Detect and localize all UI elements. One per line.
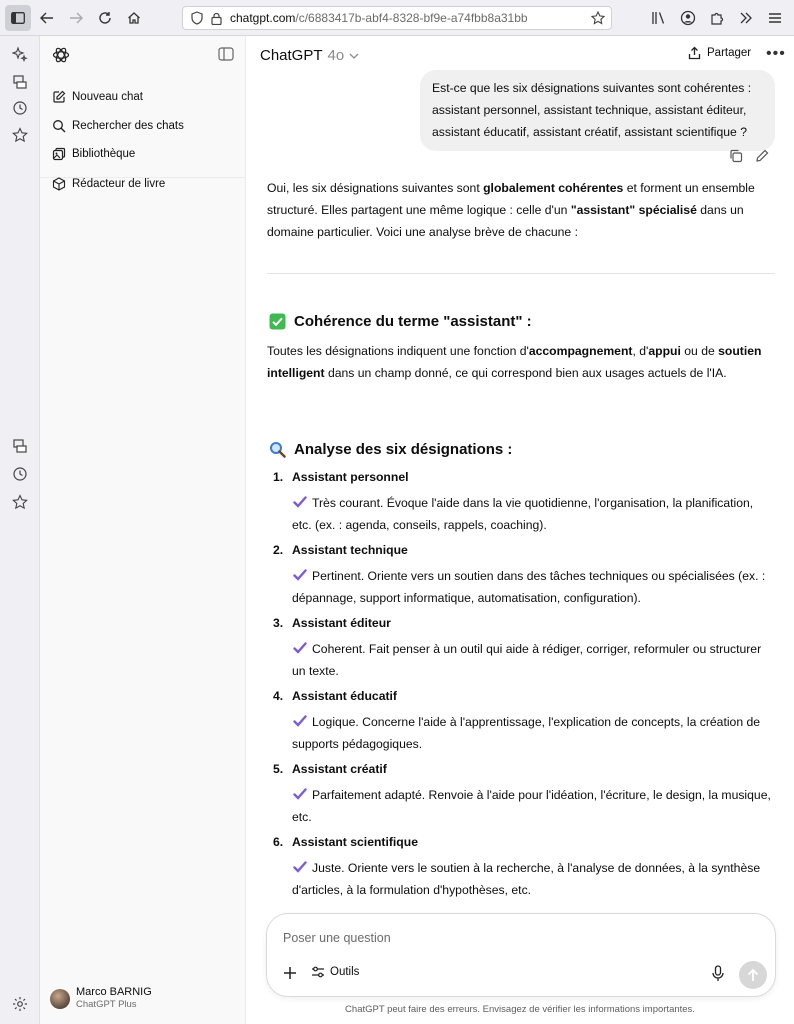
bookmark-star-icon[interactable] xyxy=(591,11,605,25)
purple-check-icon xyxy=(293,788,307,800)
share-label: Partager xyxy=(707,47,752,59)
search-icon xyxy=(52,119,66,133)
desc-text: Parfaitement adapté. Renvoie à l'aide pour l'idéation, l'écriture, le design, la musique, etc. xyxy=(292,788,771,824)
browser-sidebar-strip xyxy=(0,36,40,1024)
green-check-icon xyxy=(268,312,286,330)
list-number: 4. xyxy=(273,689,284,703)
account-icon[interactable] xyxy=(675,5,701,31)
divider xyxy=(267,273,775,274)
desc-text: Logique. Concerne l'aide à l'apprentissage, l'explication de concepts, la création de supports pédagogiques. xyxy=(292,715,761,751)
sidebar-item-search-chats[interactable] xyxy=(52,114,184,138)
history-icon[interactable] xyxy=(10,98,30,118)
heading-text: Cohérence du terme "assistant" : xyxy=(294,312,532,330)
menu-icon[interactable] xyxy=(762,5,788,31)
magnifier-icon xyxy=(268,440,286,458)
edit-message-icon[interactable] xyxy=(755,149,771,165)
ai-sparkle-icon[interactable] xyxy=(10,44,30,64)
model-name: ChatGPT xyxy=(260,47,323,64)
cube-icon xyxy=(52,177,66,191)
overflow-chevrons-icon[interactable] xyxy=(733,5,759,31)
sidebar-item-label: Nouveau chat xyxy=(72,91,143,103)
section-heading-analysis xyxy=(268,440,512,458)
list-title: Assistant personnel xyxy=(292,470,409,484)
purple-check-icon xyxy=(293,715,307,727)
browser-toolbar xyxy=(0,0,794,36)
section-heading-coherence xyxy=(268,312,532,330)
edit-icon xyxy=(52,90,66,104)
sliders-icon xyxy=(311,966,325,978)
heading-text: Analyse des six désignations : xyxy=(294,440,513,458)
list-title: Assistant technique xyxy=(292,543,408,557)
list-number: 1. xyxy=(273,470,284,484)
message-composer xyxy=(266,913,776,997)
bold-span: "assistant" spécialisé xyxy=(570,203,697,217)
user-plan: ChatGPT Plus xyxy=(76,999,137,1010)
send-button[interactable] xyxy=(739,961,767,989)
text-span: dans un domaine particulier. Voici une analyse brève de chacune : xyxy=(267,203,744,239)
copy-icon[interactable] xyxy=(729,149,745,165)
url-host: chatgpt.com xyxy=(230,11,296,25)
sidebar-item-library[interactable] xyxy=(52,142,135,166)
share-button[interactable] xyxy=(688,46,751,60)
reload-icon[interactable] xyxy=(92,5,118,31)
text-span: et forment un ensemble structuré. Elles partagent une même logique : celle d'un xyxy=(267,181,755,217)
user-message: Est-ce que les six désignations suivantes sont cohérentes : assistant personnel, assistant technique, assistant éditeur, assistant éducatif, assistant créatif, assistant scientifique ? xyxy=(420,70,775,151)
forward-icon[interactable] xyxy=(63,5,89,31)
user-name: Marco BARNIG xyxy=(76,986,152,998)
sidebar-item-new-chat[interactable] xyxy=(52,85,143,109)
synced-tabs-icon[interactable] xyxy=(10,72,30,92)
coherence-paragraph xyxy=(267,340,775,384)
text-span: , d' xyxy=(632,344,649,358)
history-icon-2[interactable] xyxy=(10,464,30,484)
url-path: /c/6883417b-abf4-8328-bf9e-a74fbb8a31bb xyxy=(295,11,528,25)
list-number: 3. xyxy=(273,616,284,630)
sidebar-item-label: Rédacteur de livre xyxy=(72,178,166,190)
settings-gear-icon[interactable] xyxy=(10,994,30,1014)
sidebar-toggle-icon[interactable] xyxy=(5,5,31,31)
text-span: Toutes les désignations indiquent une fonction d' xyxy=(267,344,529,358)
message-actions xyxy=(729,149,771,165)
list-title: Assistant éditeur xyxy=(292,616,391,630)
list-number: 2. xyxy=(273,543,284,557)
list-title: Assistant éducatif xyxy=(292,689,397,703)
list-number: 5. xyxy=(273,762,284,776)
list-number: 6. xyxy=(273,835,284,849)
url-bar[interactable] xyxy=(182,6,612,30)
bold-span: soutien intelligent xyxy=(267,344,762,380)
plus-icon[interactable] xyxy=(283,966,299,982)
tools-label: Outils xyxy=(330,966,360,978)
bold-span: appui xyxy=(648,344,681,358)
sidebar-item-book-writer[interactable] xyxy=(52,172,165,196)
close-sidebar-icon[interactable] xyxy=(218,47,236,63)
tools-button[interactable] xyxy=(311,966,359,978)
browser-right-tools xyxy=(643,5,788,31)
back-icon[interactable] xyxy=(34,5,60,31)
list-title: Assistant scientifique xyxy=(292,835,418,849)
synced-tabs-icon-2[interactable] xyxy=(10,436,30,456)
microphone-icon[interactable] xyxy=(711,965,727,983)
purple-check-icon xyxy=(293,642,307,654)
library-icon[interactable] xyxy=(646,5,672,31)
bold-span: globalement cohérentes xyxy=(483,181,624,195)
list-description xyxy=(292,492,775,536)
library-icon xyxy=(52,147,66,161)
bookmarks-star-icon[interactable] xyxy=(10,125,30,145)
arrow-up-icon xyxy=(747,968,759,982)
assistant-intro xyxy=(267,177,775,243)
purple-check-icon xyxy=(293,861,307,873)
list-description xyxy=(292,711,775,755)
sidebar-item-label: Bibliothèque xyxy=(72,148,136,160)
chevron-down-icon xyxy=(349,53,359,59)
prompt-input[interactable]: Poser une question xyxy=(283,931,391,945)
extensions-icon[interactable] xyxy=(704,5,730,31)
desc-text: Très courant. Évoque l'aide dans la vie quotidienne, l'organisation, la planification, etc. (ex. : agenda, conseils, rappels, coaching). xyxy=(292,496,754,532)
list-description xyxy=(292,565,775,609)
home-icon[interactable] xyxy=(121,5,147,31)
avatar xyxy=(50,989,70,1009)
chat-sidebar xyxy=(40,36,246,1024)
openai-logo-icon[interactable] xyxy=(52,46,72,66)
model-selector[interactable] xyxy=(260,47,359,64)
list-description xyxy=(292,638,775,682)
text-span: ou de xyxy=(680,344,719,358)
disclaimer-text: ChatGPT peut faire des erreurs. Envisagez de vérifier les informations importantes. xyxy=(345,1004,695,1015)
text-span: dans un champ donné, ce qui correspond bien aux usages actuels de l'IA. xyxy=(324,366,727,380)
shield-icon[interactable] xyxy=(191,11,203,25)
lock-icon[interactable] xyxy=(211,12,222,25)
desc-text: Juste. Oriente vers le soutien à la recherche, à l'analyse de données, à la synthèse d'articles, à la formulation d'hypothèses, etc. xyxy=(292,861,761,897)
list-title: Assistant créatif xyxy=(292,762,387,776)
list-description xyxy=(292,857,775,901)
user-profile[interactable] xyxy=(50,986,152,1011)
bookmarks-star-icon-2[interactable] xyxy=(10,492,30,512)
sidebar-item-label: Rechercher des chats xyxy=(72,120,184,132)
more-options-icon[interactable]: ••• xyxy=(766,45,786,62)
share-icon xyxy=(688,46,701,60)
model-version: 4o xyxy=(327,47,345,64)
bold-span: accompagnement xyxy=(528,344,633,358)
desc-text: Pertinent. Oriente vers un soutien dans des tâches techniques ou spécialisées (ex. : dépannage, support informatique, automatisation, configuration). xyxy=(292,569,766,605)
purple-check-icon xyxy=(293,569,307,581)
desc-text: Coherent. Fait penser à un outil qui aide à rédiger, corriger, reformuler ou structurer un texte. xyxy=(292,642,762,678)
list-description xyxy=(292,784,775,828)
purple-check-icon xyxy=(293,496,307,508)
text-span: Oui, les six désignations suivantes sont xyxy=(267,181,484,195)
